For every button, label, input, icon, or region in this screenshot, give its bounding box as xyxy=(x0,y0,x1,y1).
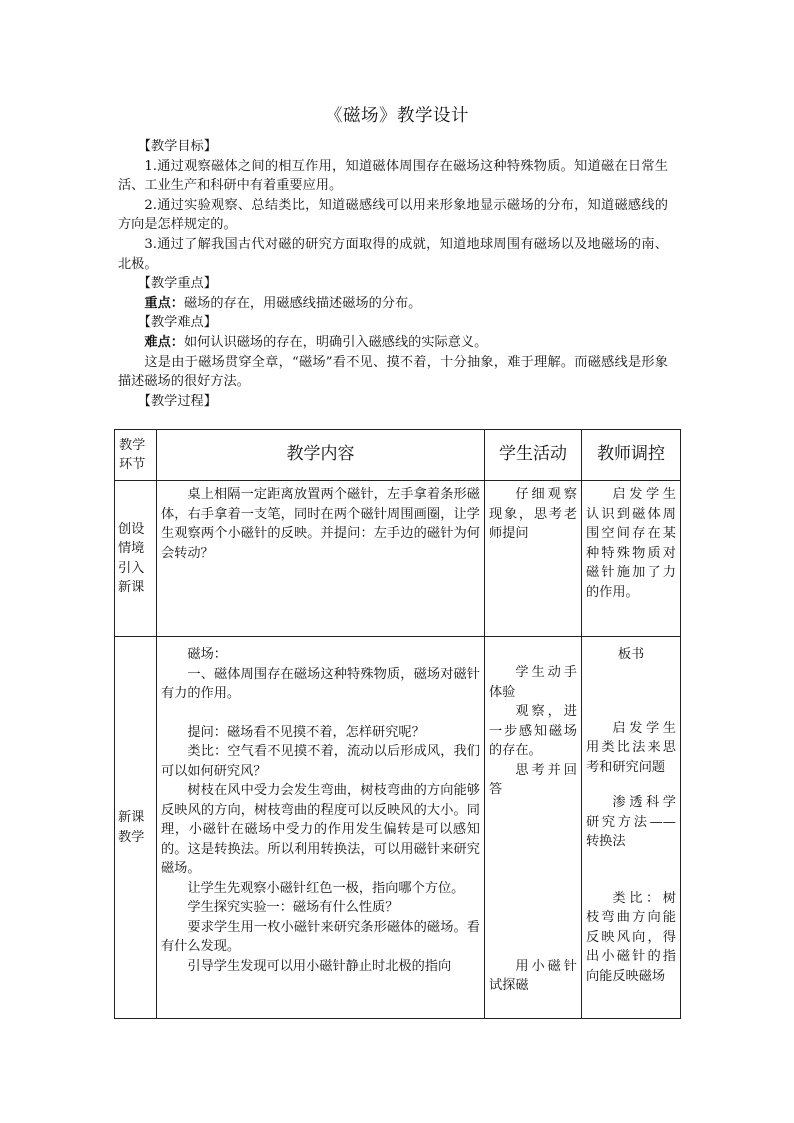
difficulty-label: 难点： xyxy=(144,334,184,350)
document-body xyxy=(118,137,668,411)
table-row xyxy=(115,637,681,1019)
lesson-process-table xyxy=(114,429,681,1019)
table-header-row xyxy=(115,430,681,481)
key-point-text: 磁场的存在，用磁感线描述磁场的分布。 xyxy=(183,295,422,311)
student-activity-cell: 学生动手体验 观察，进一步感知磁场的存在。 思考并回答 用小磁针试探磁 xyxy=(485,637,582,1019)
table-row xyxy=(115,481,681,637)
student-activity-cell: 仔细观察现象，思考老师提问 xyxy=(485,481,582,637)
teacher-control-cell: 板书 启发学生用类比法来思考和研究问题 渗透科学研究方法——转换法 类比：树枝弯曲方向能反映风向，得出小磁针的指向能反映磁场 xyxy=(582,637,681,1019)
content-cell: 桌上相隔一定距离放置两个磁针，左手拿着条形磁体，右手拿着一支笔，同时在两个磁针周围画圈，让学生观察两个小磁针的反映。并提问：左手边的磁针为何会转动？ xyxy=(157,481,485,637)
difficulty-text: 如何认识磁场的存在，明确引入磁感线的实际意义。 xyxy=(183,334,488,350)
goal-item-2: 2.通过实验观察、总结类比，知道磁感线可以用来形象地显示磁场的分布，知道磁感线的方向是怎样规定的。 xyxy=(118,197,668,233)
content-cell: 磁场： 一、磁体周围存在磁场这种特殊物质，磁场对磁针有力的作用。 提问：磁场看不见摸不着，怎样研究呢？ 类比：空气看不见摸不着，流动以后形成风，我们可以如何研究风？ 树枝在风中受力会发生弯曲，树枝弯曲的方向能够反映风的方向，树枝弯曲的程度可以反映风的大小。同理，小磁针在磁场中受力的作用发生偏转是可以感知的。这是转换法。所以利用转换法，可以用磁针来研究磁场。 让学生先观察小磁针红色一极，指向哪个方位。 学生探究实验一：磁场有什么性质？ 要求学生用一枚小磁针来研究条形磁体的磁场。看有什么发现。 引导学生发现可以用小磁针静止时北极的指向 xyxy=(157,637,485,1019)
key-point-line xyxy=(118,294,668,314)
teacher-control-cell: 启发学生认识到磁体周围空间存在某种特殊物质对磁针施加了力的作用。 xyxy=(582,481,681,637)
page-title: 《磁场》教学设计 xyxy=(325,106,469,126)
header-content: 教学内容 xyxy=(157,430,485,481)
difficulty-line xyxy=(118,333,668,353)
stage-cell: 创设情境引入新课 xyxy=(115,481,157,637)
difficulty-heading: 【教学难点】 xyxy=(137,315,217,331)
header-teacher: 教师调控 xyxy=(582,430,681,481)
key-point-label: 重点： xyxy=(144,295,184,311)
header-student: 学生活动 xyxy=(485,430,582,481)
key-point-heading: 【教学重点】 xyxy=(137,276,217,292)
header-stage: 教学 环节 xyxy=(115,430,157,481)
goals-heading: 【教学目标】 xyxy=(137,139,217,154)
goal-item-1: 1.通过观察磁体之间的相互作用，知道磁体周围存在磁场这种特殊物质。知道磁在日常生活、工业生产和科研中有着重要应用。 xyxy=(118,158,668,194)
goal-item-3: 3.通过了解我国古代对磁的研究方面取得的成就，知道地球周围有磁场以及地磁场的南、北极。 xyxy=(118,236,668,272)
stage-cell: 新课教学 xyxy=(115,637,157,1019)
process-heading: 【教学过程】 xyxy=(137,393,217,409)
difficulty-note: 这是由于磁场贯穿全章，“磁场”看不见、摸不着，十分抽象，难于理解。而磁感线是形象描述磁场的很好方法。 xyxy=(118,354,668,390)
